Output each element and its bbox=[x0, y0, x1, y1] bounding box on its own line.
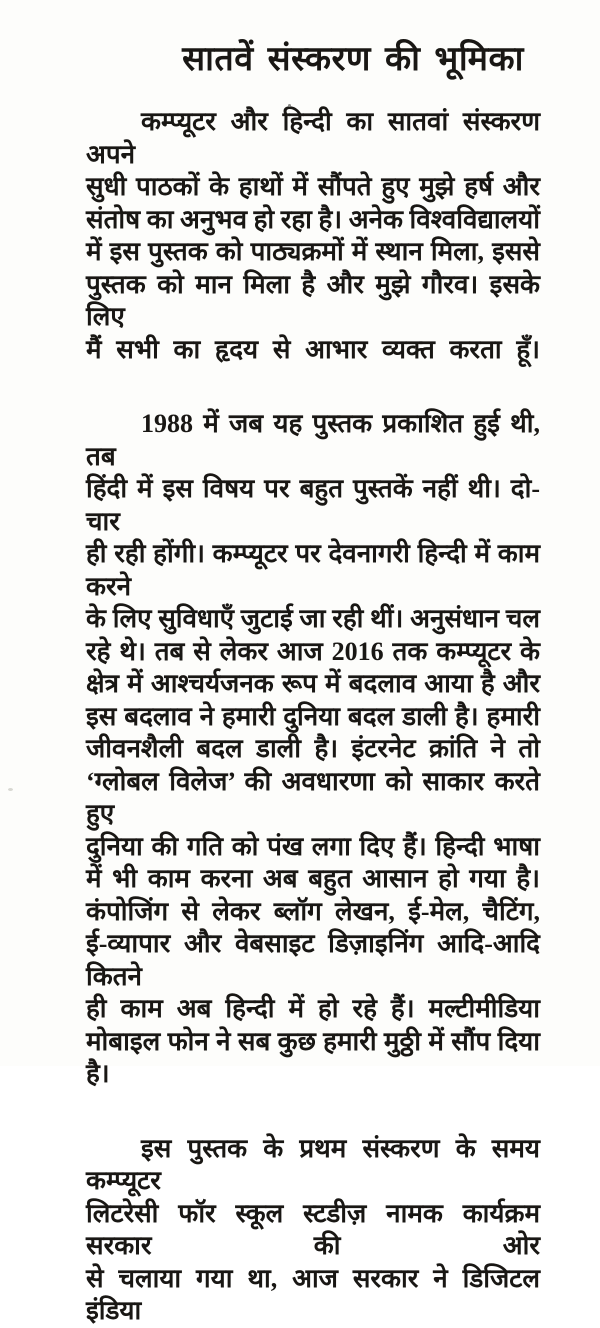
paragraph bbox=[86, 106, 540, 366]
text-line: मोबाइल फोन ने सब कुछ हमारी मुठ्ठी में सौंप दिया bbox=[86, 1026, 540, 1056]
page-title: सातवें संस्करण की भूमिका bbox=[182, 41, 524, 78]
text-line: रहे थे। तब से लेकर आज 2016 तक कम्प्यूटर के bbox=[86, 636, 540, 666]
text-line: में भी काम करना अब बहुत आसान हो गया है। bbox=[86, 864, 540, 893]
text-line: में इस पुस्तक को पाठ्यक्रमों में स्थान मिला, इससे bbox=[86, 237, 540, 266]
text-line: कंपोजिंग से लेकर ब्लॉग लेखन, ई-मेल, चैटिंग, bbox=[86, 896, 540, 926]
text-line: इस बदलाव ने हमारी दुनिया बदल डाली है। हमारी bbox=[86, 701, 540, 731]
text-line: मैं सभी का हृदय से आभार व्यक्त करता हूँ। bbox=[86, 334, 540, 364]
text-line: ही रही होंगी। कम्प्यूटर पर देवनागरी हिन्दी में काम करने bbox=[86, 539, 540, 601]
ink-speck-artifact bbox=[288, 104, 291, 107]
text-line: है। bbox=[86, 1059, 110, 1088]
text-line: ई-व्यापार और वेबसाइट डिज़ाइनिंग आदि-आदि कितने bbox=[86, 929, 540, 991]
text-line: संतोष का अनुभव हो रहा है। अनेक विश्वविद्यालयों bbox=[86, 204, 540, 234]
paragraph bbox=[86, 408, 540, 1091]
text-line: के लिए सुविधाएँ जुटाई जा रही थीं। अनुसंधान चल bbox=[86, 604, 540, 633]
text-line: कम्प्यूटर और हिन्दी का सातवां संस्करण अपने bbox=[86, 107, 540, 169]
text-line: ही काम अब हिन्दी में हो रहे हैं। मल्टीमीडिया bbox=[86, 994, 540, 1023]
preface-text bbox=[0, 106, 600, 1328]
text-line: इस पुस्तक के प्रथम संस्करण के समय कम्प्यूटर bbox=[86, 1133, 540, 1195]
text-line: ‘ग्लोबल विलेज’ की अवधारणा को साकार करते हुए bbox=[86, 766, 540, 828]
text-line: क्षेत्र में आश्चर्यजनक रूप में बदलाव आया है और bbox=[86, 669, 540, 698]
ink-smudge-artifact bbox=[8, 788, 13, 791]
text-line: सुधी पाठकों के हाथों में सौंपते हुए मुझे हर्ष और bbox=[86, 172, 540, 201]
text-line: हिंदी में इस विषय पर बहुत पुस्तकें नहीं थी। दो-चार bbox=[86, 474, 540, 536]
text-line: 1988 में जब यह पुस्तक प्रकाशित हुई थी, तब bbox=[86, 409, 540, 471]
text-line: जीवनशैली बदल डाली है। इंटरनेट क्रांति ने तो bbox=[86, 734, 540, 763]
text-line: लिटरेसी फॉर स्कूल स्टडीज़ नामक कार्यक्रम सरकार की ओर bbox=[86, 1198, 540, 1260]
text-line: दुनिया की गति को पंख लगा दिए हैं। हिन्दी भाषा bbox=[86, 831, 540, 861]
paragraph bbox=[86, 1133, 540, 1328]
text-line: पुस्तक को मान मिला है और मुझे गौरव। इसके लिए bbox=[86, 269, 540, 331]
text-line: से चलाया गया था, आज सरकार ने डिजिटल इंडिया bbox=[86, 1263, 540, 1325]
